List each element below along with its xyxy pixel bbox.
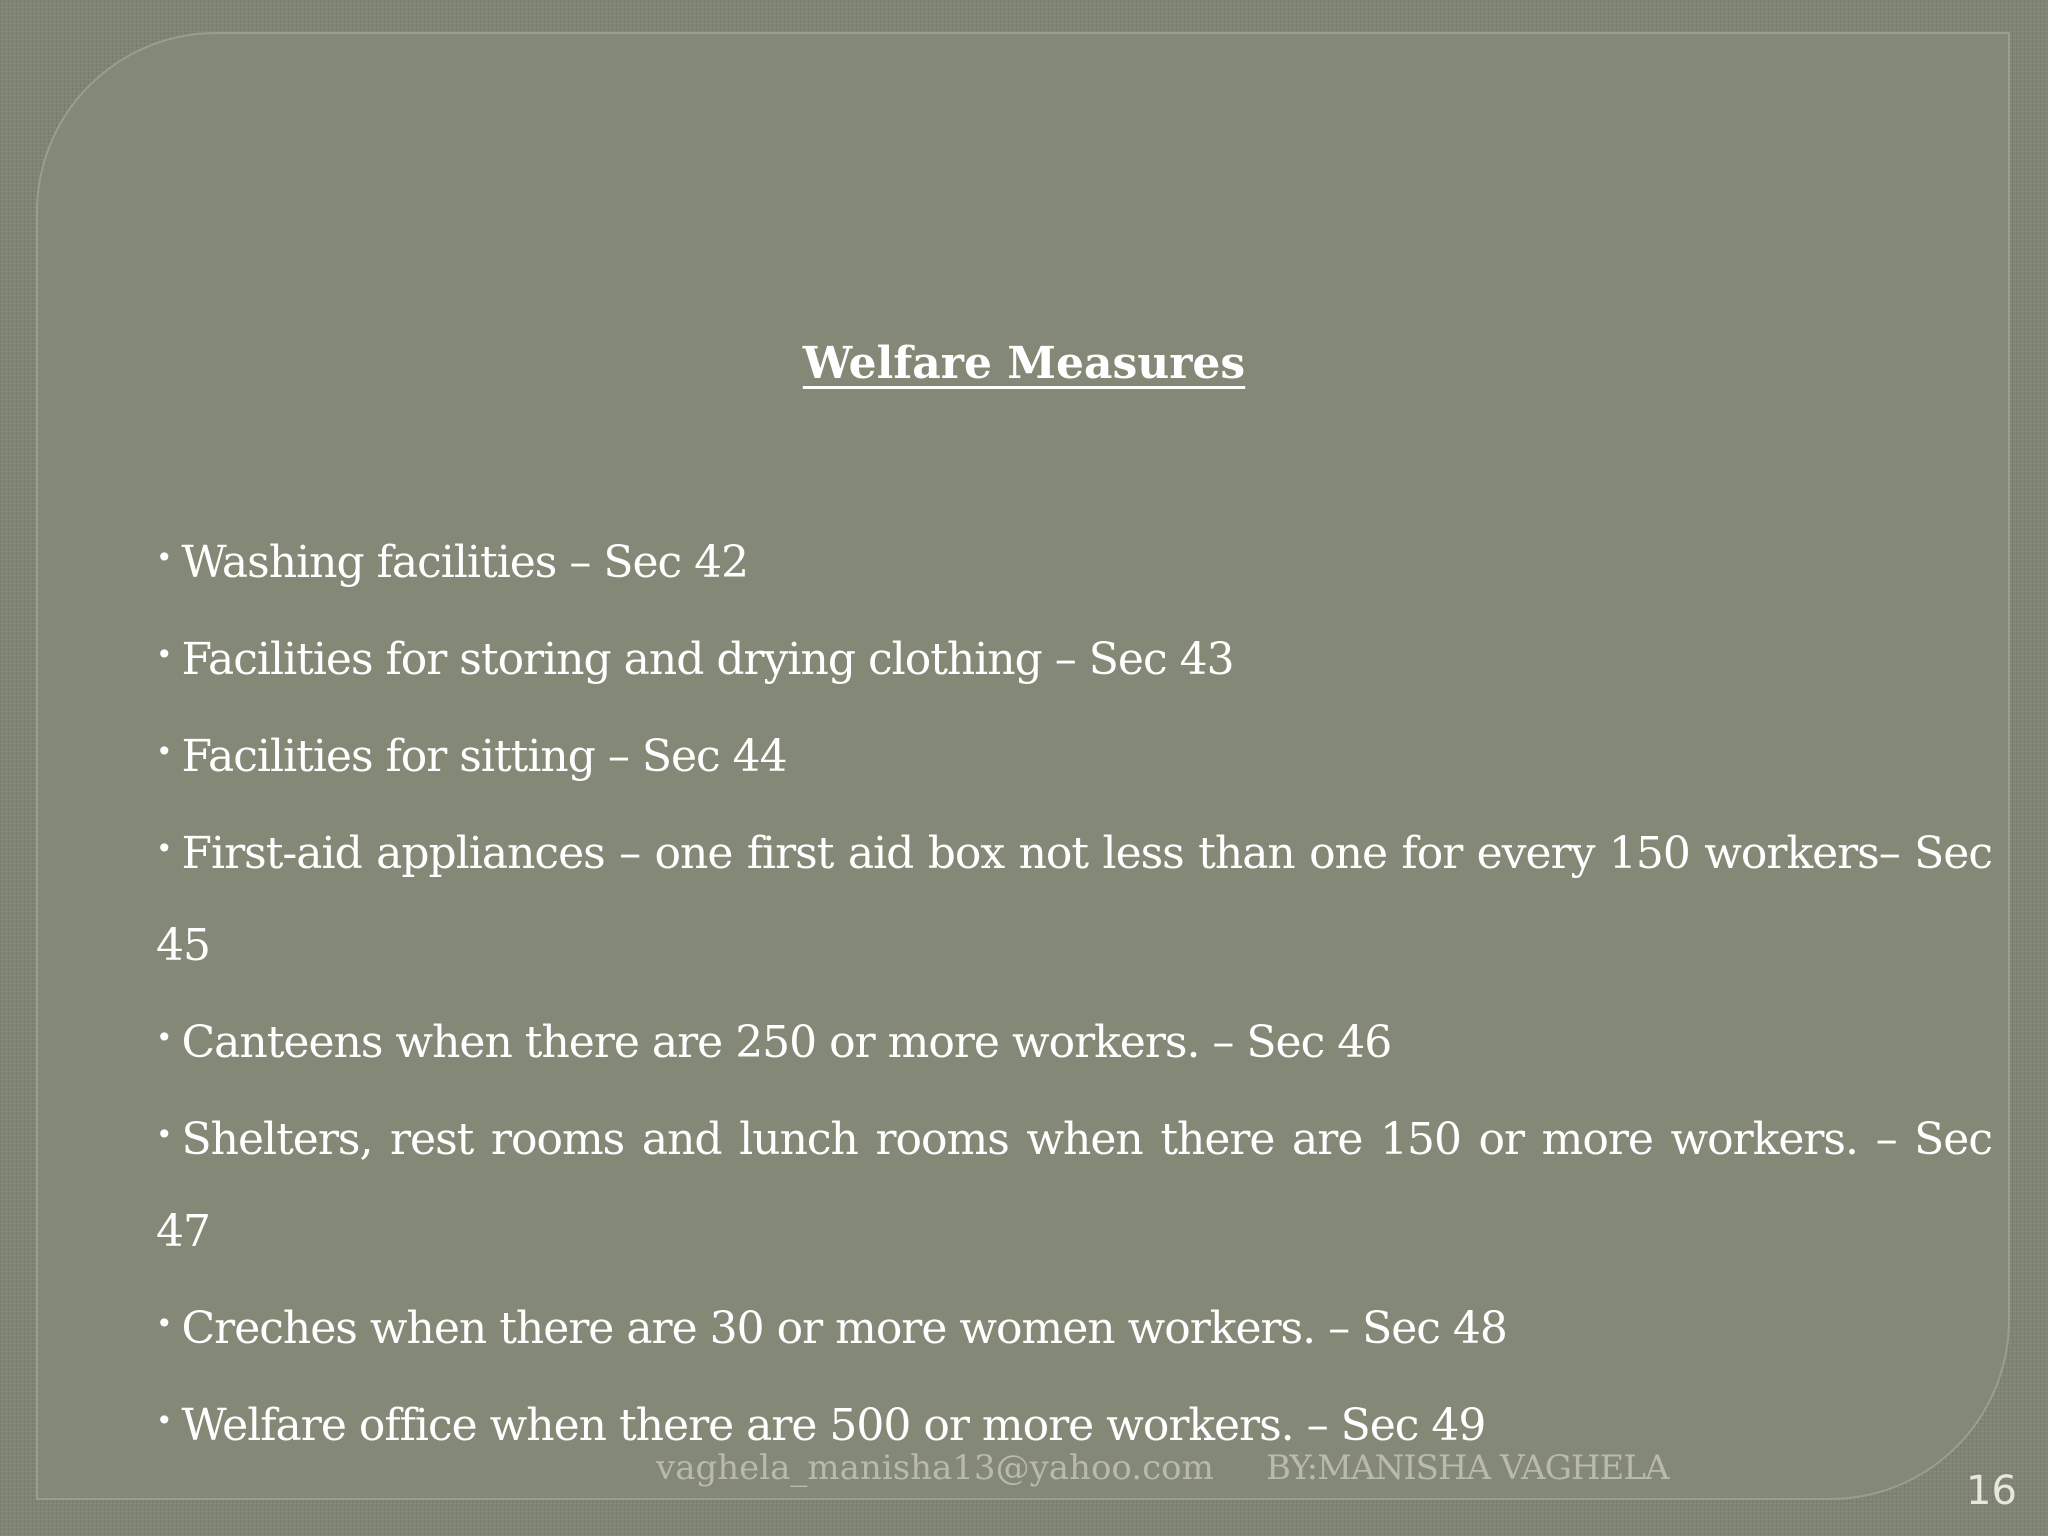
list-item: [156, 512, 1992, 609]
footer-email: vaghela_manisha13@yahoo.com: [656, 1448, 1214, 1488]
footer-author: BY:MANISHA VAGHELA: [1266, 1448, 1669, 1488]
bullet-icon: •: [156, 1404, 172, 1437]
slide-title-container: [0, 336, 2048, 392]
list-item: [156, 1278, 1992, 1375]
list-item-text: Washing facilities – Sec 42: [181, 537, 749, 588]
bullet-icon: •: [156, 832, 172, 865]
list-item-text: Facilities for storing and drying clothing – Sec 43: [181, 634, 1234, 685]
list-item-text: First-aid appliances – one first aid box not less than one for every 150 workers– Sec 45: [156, 828, 1992, 971]
bullet-icon: •: [156, 1118, 172, 1151]
list-item-text: Creches when there are 30 or more women workers. – Sec 48: [181, 1303, 1507, 1354]
bullet-icon: •: [156, 1307, 172, 1340]
bullet-icon: •: [156, 541, 172, 574]
list-item: [156, 706, 1992, 803]
list-item: [156, 609, 1992, 706]
list-item-text: Canteens when there are 250 or more workers. – Sec 46: [181, 1017, 1392, 1068]
slide-title: Welfare Measures: [802, 338, 1246, 389]
bullet-list: [156, 512, 1992, 1472]
list-item: [156, 992, 1992, 1089]
list-item-text: Shelters, rest rooms and lunch rooms when there are 150 or more workers. – Sec 47: [156, 1114, 1992, 1257]
list-item: [156, 803, 1992, 992]
bullet-icon: •: [156, 735, 172, 768]
list-item-text: Welfare office when there are 500 or more workers. – Sec 49: [181, 1400, 1486, 1451]
list-item: [156, 1089, 1992, 1278]
bullet-icon: •: [156, 1021, 172, 1054]
bullet-icon: •: [156, 638, 172, 671]
list-item-text: Facilities for sitting – Sec 44: [181, 731, 787, 782]
page-number: 16: [1966, 1468, 2017, 1514]
